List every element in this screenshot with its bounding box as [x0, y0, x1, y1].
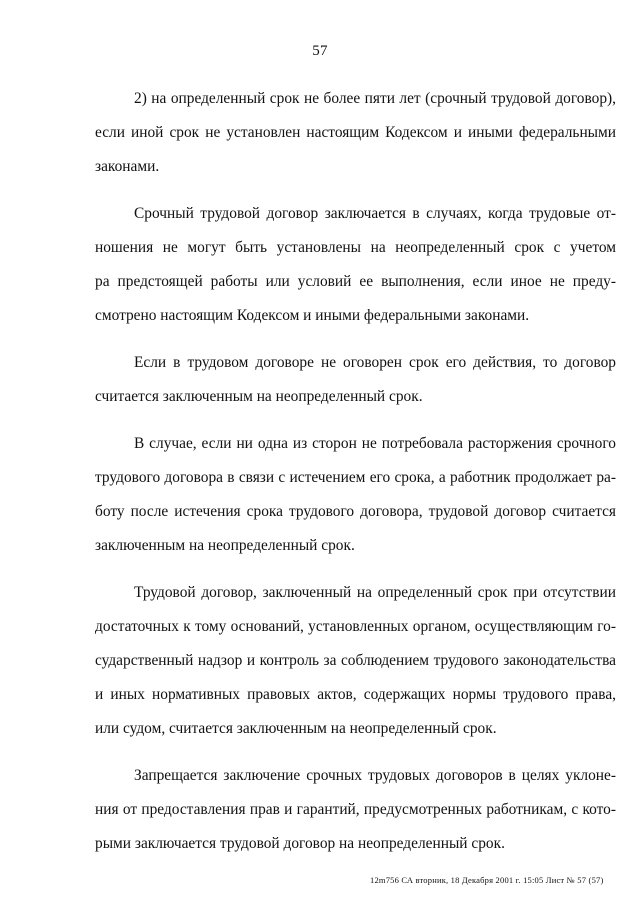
text-line: 2) на определенный срок не более пяти лет (срочный трудовой договор),: [134, 90, 616, 107]
text-line: трудового договора в связи с истечением его срока, а работник продолжает ра-: [95, 469, 616, 486]
text-line: заключенным на неопределенный срок.: [95, 537, 355, 554]
paragraph: [95, 427, 616, 563]
text-line: и иных нормативных правовых актов, содержащих нормы трудового права,: [95, 686, 616, 703]
text-line: достаточных к тому оснований, установленных органом, осуществляющим го-: [95, 618, 616, 635]
text-line: если иной срок не установлен настоящим Кодексом и иными федеральными: [95, 124, 616, 141]
text-line: Срочный трудовой договор заключается в случаях, когда трудовые от-: [134, 205, 616, 222]
text-line: Запрещается заключение срочных трудовых договоров в целях уклоне-: [134, 767, 616, 784]
footer-stamp: 12m756 СА вторник, 18 Декабря 2001 г. 15:05 Лист № 57 (57): [370, 875, 604, 885]
text-line: ра предстоящей работы или условий ее выполнения, если иное не преду-: [95, 273, 616, 290]
text-line: В случае, если ни одна из сторон не потребовала расторжения срочного: [134, 435, 616, 452]
text-line: считается заключенным на неопределенный срок.: [95, 388, 423, 405]
text-line: или судом, считается заключенным на неопределенный срок.: [95, 720, 497, 737]
text-line: Если в трудовом договоре не оговорен срок его действия, то договор: [134, 354, 616, 371]
text-line: сударственный надзор и контроль за соблюдением трудового законодательства: [95, 652, 616, 669]
paragraph: [95, 82, 616, 184]
text-line: законами.: [95, 158, 160, 175]
page-number: 57: [312, 43, 328, 59]
text-line: боту после истечения срока трудового договора, трудовой договор считается: [95, 503, 616, 520]
text-line: ния от предоставления прав и гарантий, предусмотренных работникам, с кото-: [95, 801, 616, 818]
text-line: Трудовой договор, заключенный на определенный срок при отсутствии: [134, 584, 616, 601]
paragraph: [95, 197, 616, 333]
paragraph: [95, 576, 616, 746]
paragraph: [95, 759, 616, 861]
text-line: рыми заключается трудовой договор на неопределенный срок.: [95, 835, 505, 852]
paragraph: [95, 346, 616, 414]
document-body: [95, 82, 616, 861]
text-line: смотрено настоящим Кодексом и иными федеральными законами.: [95, 307, 530, 324]
text-line: ношения не могут быть установлены на неопределенный срок с учетом: [95, 239, 616, 256]
